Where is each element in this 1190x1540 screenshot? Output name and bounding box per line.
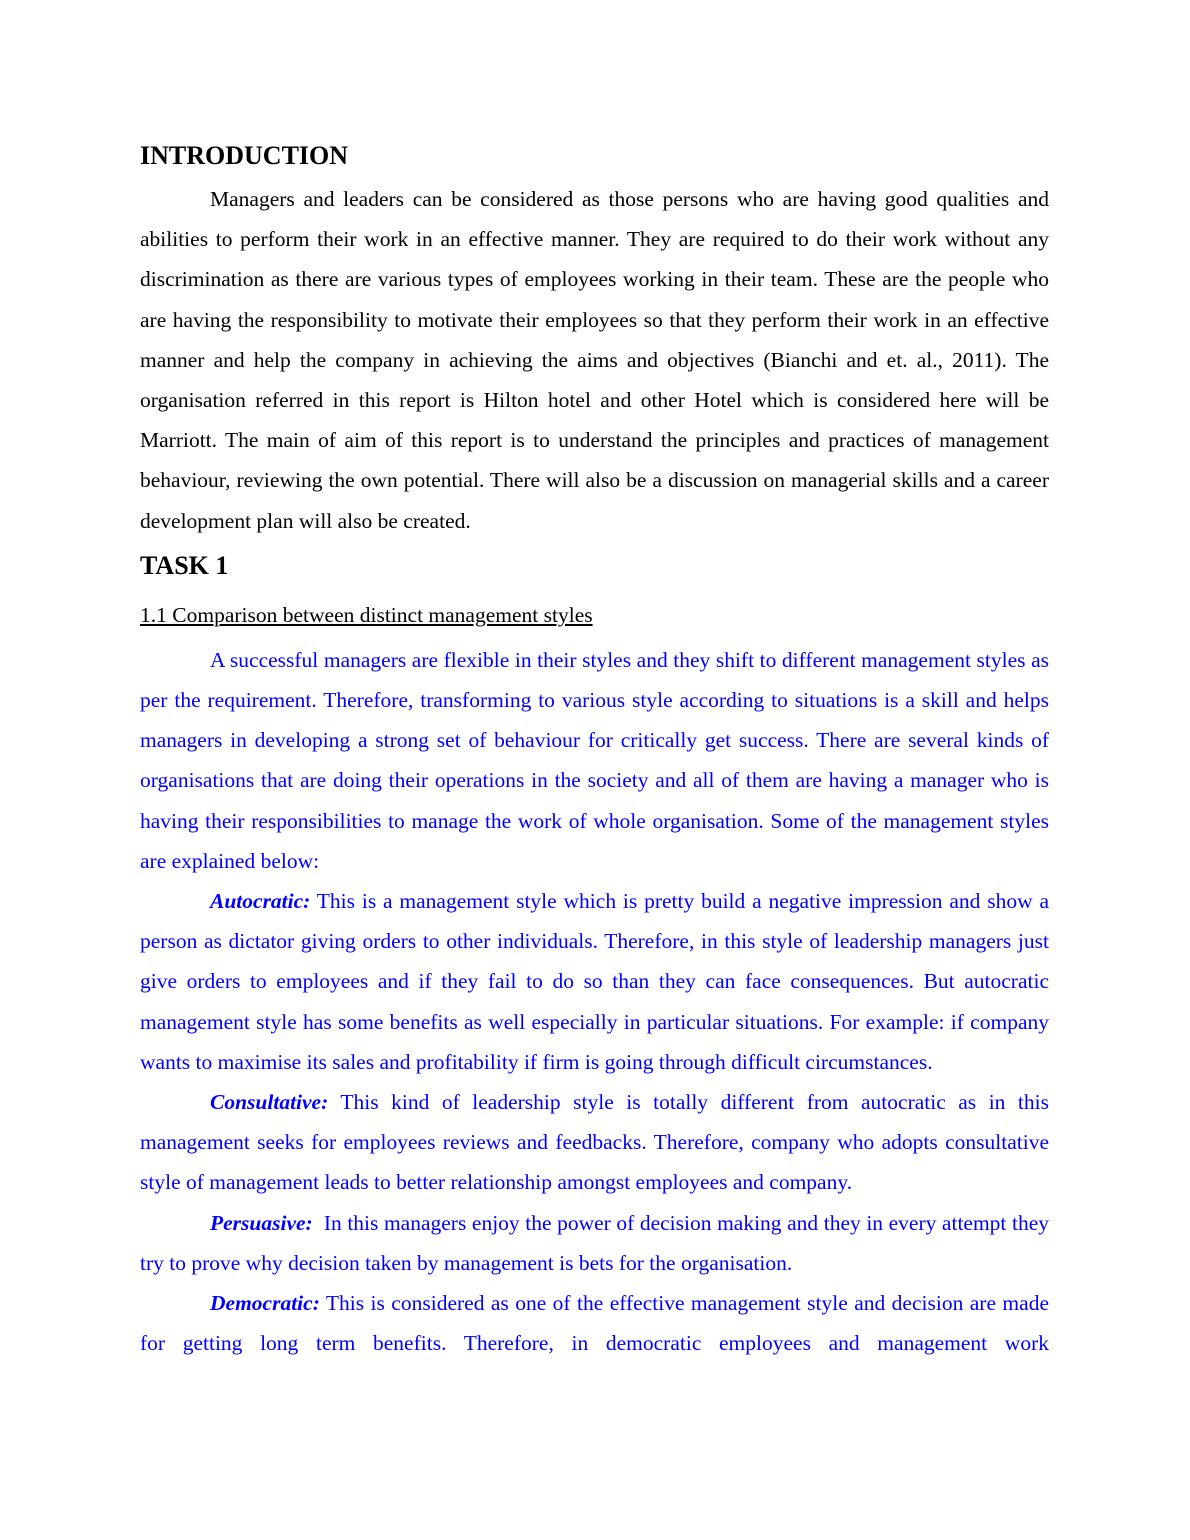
- persuasive-style-paragraph: [140, 1203, 1055, 1283]
- task-1-heading: TASK 1: [140, 550, 229, 580]
- autocratic-style-paragraph: [140, 881, 1049, 1082]
- introduction-paragraph: Managers and leaders can be considered as those persons who are having good qualities and abilities to perform their work in an effective manner. They are required to do their work without any discrimination as there are various types of employees working in their team. These are the people who are having the responsibility to motivate their employees so that they perform their work in an effective manner and help the company in achieving the aims and objectives (Bianchi and et. al., 2011). The organisation referred in this report is Hilton hotel and other Hotel which is considered here will be Marriott. The main of aim of this report is to understand the principles and practices of management behaviour, reviewing the own potential. There will also be a discussion on managerial skills and a career development plan will also be created.: [140, 187, 1049, 533]
- autocratic-term: Autocratic:: [210, 889, 311, 914]
- democratic-term: Democratic:: [210, 1291, 320, 1316]
- management-styles-intro-paragraph: A successful managers are flexible in their styles and they shift to different management styles as per the requirement. Therefore, transforming to various style according to situations is a skill and helps managers in developing a strong set of behaviour for critically get success. There are several kinds of organisations that are doing their operations in the society and all of them are having a manager who is having their responsibilities to manage the work of whole organisation. Some of the management styles are explained below:: [140, 647, 1049, 873]
- introduction-heading: INTRODUCTION: [140, 141, 349, 170]
- democratic-style-paragraph: [140, 1283, 1049, 1363]
- document-page: [140, 138, 1055, 1363]
- persuasive-term: Persuasive:: [210, 1210, 313, 1235]
- section-1-1-heading: 1.1 Comparison between distinct management styles: [140, 602, 593, 627]
- persuasive-description: In this managers enjoy the power of decision making and they in every attempt they try to prove why decision taken by management is bets for the organisation.: [140, 1210, 1055, 1275]
- consultative-description: This kind of leadership style is totally different from autocratic as in this management seeks for employees reviews and feedbacks. Therefore, company who adopts consultative style of management leads to better relationship amongst employees and company.: [140, 1090, 1049, 1195]
- consultative-style-paragraph: [140, 1082, 1049, 1203]
- autocratic-description: This is a management style which is pretty build a negative impression and show a person as dictator giving orders to other individuals. Therefore, in this style of leadership managers just give orders to employees and if they fail to do so than they can face consequences. But autocratic management style has some benefits as well especially in particular situations. For example: if company wants to maximise its sales and profitability if firm is going through difficult circumstances.: [140, 889, 1049, 1074]
- democratic-description: This is considered as one of the effective management style and decision are made for getting long term benefits. Therefore, in democratic employees and management work: [140, 1291, 1049, 1356]
- consultative-term: Consultative:: [210, 1090, 329, 1115]
